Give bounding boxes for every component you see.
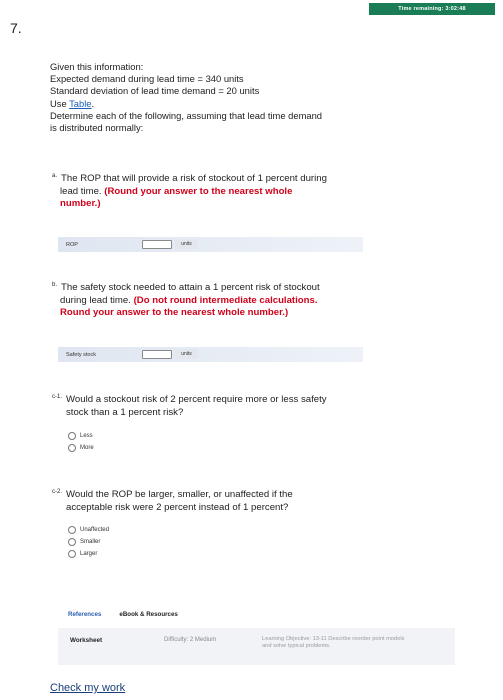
part-c1-text-2: stock than a 1 percent risk? [66,406,184,418]
worksheet-info-panel [58,628,455,665]
radio-smaller-label: Smaller [80,539,101,545]
radio-more-circle[interactable] [68,444,76,452]
part-b-tag: b. [52,282,58,288]
learning-objective-line-1: Learning Objective: 13-11 Describe reorder point models [262,636,405,642]
part-b-question [52,279,320,319]
radio-less[interactable] [68,432,93,440]
part-a-text-2: lead time. [60,185,102,197]
radio-larger-label: Larger [80,551,98,557]
tab-ebook-resources[interactable]: eBook & Resources [119,611,178,618]
radio-more[interactable] [68,444,94,452]
determine-text: Determine each of the following, assuming that lead time demand [50,109,323,121]
safety-stock-unit: units [175,349,198,359]
rop-label: ROP [66,241,78,248]
expected-demand-text: Expected demand during lead time = 340 units [50,73,244,85]
radio-unaffected-circle[interactable] [68,526,76,534]
std-deviation-text: Standard deviation of lead time demand = 20 units [50,85,260,97]
difficulty-label: Difficulty: 2 Medium [164,637,217,643]
determine-text-2: is distributed normally: [50,122,144,134]
part-a-instruction-2: number.) [60,198,101,209]
part-a-tag: a. [52,173,58,179]
use-prefix: Use [50,97,70,109]
part-b-instruction-1: (Do not round intermediate calculations. [133,294,318,306]
given-information [50,61,390,134]
part-c2-text-1: Would the ROP be larger, smaller, or unaffected if the [66,489,293,501]
learning-objective [262,636,450,665]
radio-smaller-circle[interactable] [68,538,76,546]
part-b-instruction-2: Round your answer to the nearest whole number.) [60,307,289,318]
part-c1-question [52,391,327,419]
part-c2-text-2: acceptable risk were 2 percent instead of 1 percent? [66,501,289,513]
check-my-work-link[interactable]: Check my work [50,682,126,694]
learning-objective-line-2: and solve typical problems. [262,643,331,650]
part-c1-tag: c-1. [52,394,63,400]
part-a-question [52,170,327,210]
rop-answer-row [58,237,363,252]
question-number: 7. [10,20,22,36]
safety-stock-label: Safety stock [66,351,96,358]
use-table-line [50,98,390,110]
part-a-text-1: The ROP that will provide a risk of stockout of 1 percent during [61,173,327,185]
radio-larger[interactable] [68,550,97,558]
part-c2-tag: c-2. [52,489,63,495]
radio-unaffected[interactable] [68,526,109,534]
worksheet-label: Worksheet [70,637,103,644]
time-remaining-badge: Time remaining: 3:02:48 [369,3,495,15]
rop-input[interactable] [142,240,172,249]
part-b-text-1: The safety stock needed to attain a 1 percent risk of stockout [61,282,320,294]
radio-less-label: Less [80,433,93,439]
radio-larger-circle[interactable] [68,550,76,558]
part-a-instruction-1: (Round your answer to the nearest whole [104,185,293,197]
tab-references[interactable]: References [68,611,102,618]
part-c1-text-1: Would a stockout risk of 2 percent require more or less safety [66,394,327,406]
radio-more-label: More [80,445,94,451]
radio-unaffected-label: Unaffected [80,527,109,533]
part-b-text-2: during lead time. [60,294,131,306]
rop-unit: units [175,239,198,249]
part-c2-question [52,486,293,514]
table-link[interactable]: Table [69,97,92,109]
safety-stock-input[interactable] [142,350,172,359]
references-tabs [68,611,178,618]
given-heading: Given this information: [50,61,144,72]
use-suffix: . [91,97,95,109]
radio-less-circle[interactable] [68,432,76,440]
safety-stock-answer-row [58,347,363,362]
radio-smaller[interactable] [68,538,100,546]
